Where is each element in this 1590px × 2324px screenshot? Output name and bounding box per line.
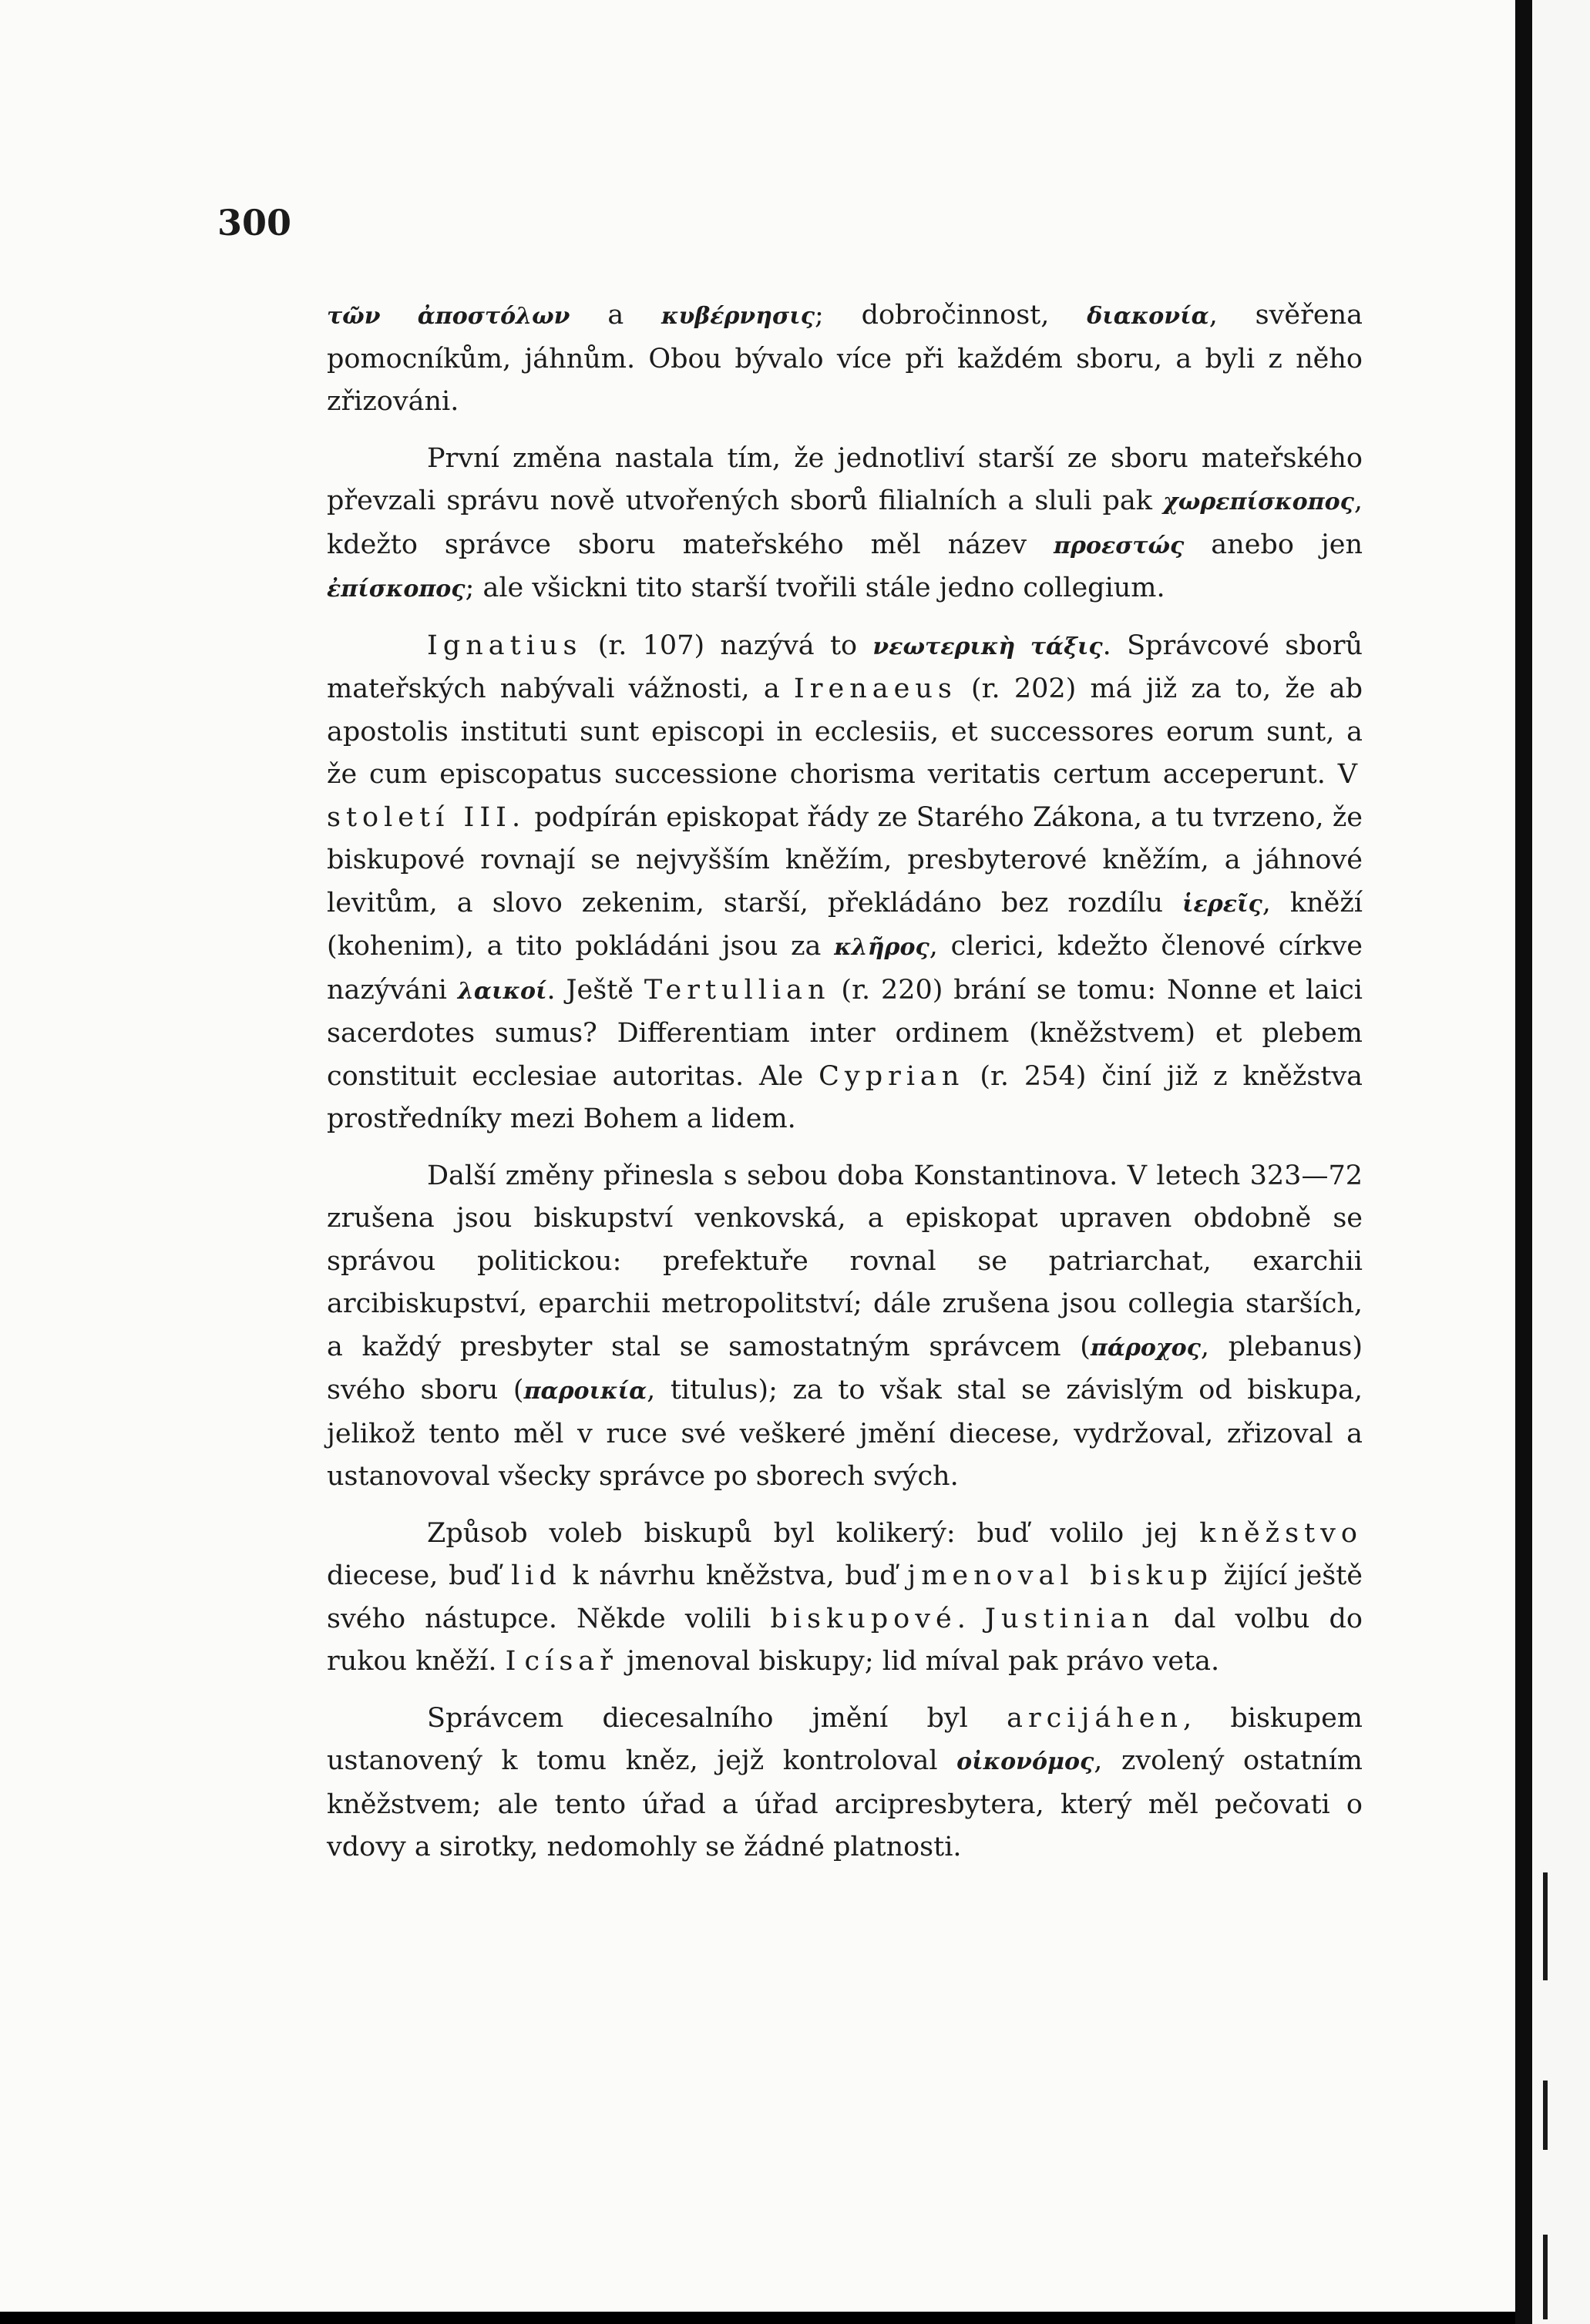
text-run: , kněží (kohenim), a tito pokládáni jsou za [327,887,1363,962]
greek-term: ἱερεῖς [1182,890,1262,918]
text-run: anebo jen [1184,529,1363,560]
paragraph [327,438,1363,611]
text-run: . Správcové sborů mateřských nabývali vážnosti, a [327,630,1363,704]
text-run: Další změny přinesla s sebou doba Konstantinova. V letech 323—72 zrušena jsou biskupství venkovská, a episkopat upraven obdobně se správou politickou: prefektuře rovnal se patriarchat, exarchii arcibiskupství, eparchii metropolitství; dále zrušena jsou collegia starších, a každý presbyter stal se samostatným správcem ( [327,1160,1363,1362]
edge-mark [1543,2081,1548,2150]
emphasized-name: Ignatius [427,630,583,661]
paragraph [327,1155,1363,1499]
text-run: dal volbu do rukou kněží. I [327,1603,1363,1677]
scan-edge-shadow [1515,0,1532,2324]
emphasized-name: Justinian [984,1603,1155,1634]
text-run: žijící ještě svého nástupce. Někde volili [327,1560,1363,1634]
emphasized-name: Irenaeus [793,673,957,704]
text-run: , biskupem ustanovený k tomu kněz, jejž kontroloval [327,1702,1363,1776]
greek-term: παροικία [523,1378,647,1405]
text-run: Způsob voleb biskupů byl kolikerý: buď volilo jej [427,1517,1200,1549]
text-run: . [956,1603,985,1634]
text-run: ; ale všickni tito starší tvořili stále jedno collegium. [465,573,1165,603]
greek-term: προεστώς [1054,532,1185,559]
emphasized-name: kněžstvo [1199,1517,1363,1549]
next-page-edge [1532,0,1590,2324]
emphasized-name: císař [524,1646,618,1677]
text-run: . Ještě [546,974,644,1006]
emphasized-name: jmenoval biskup [907,1560,1213,1591]
text-run: jmenoval biskupy; lid míval pak právo veta. [617,1646,1220,1677]
text-run: , zvolený ostatním kněžstvem; ale tento úřad a úřad arcipresbytera, který měl pečovati o vdovy a sirotky, nedomohly se žádné platnosti. [327,1745,1363,1862]
text-run: Správcem diecesalního jmění byl [427,1702,1007,1734]
text-run: a [570,300,662,331]
text-run: (r. 220) brání se tomu: Nonne et laici sacerdotes sumus? Differentiam inter ordinem (kněžstvem) et plebem constituit ecclesiae autoritas. Ale [327,974,1363,1092]
text-run: První změna nastala tím, že jednotliví starší ze sboru mateřského převzali správu nově utvořených sborů filialních a sluli pak [327,442,1363,516]
emphasized-name: arcijáhen [1007,1702,1183,1734]
text-run: (r. 254) činí již z kněžstva prostředníky mezi Bohem a lidem. [327,1060,1363,1134]
body-text [327,294,1363,1883]
text-run: , clerici, kdežto členové církve nazýváni [327,931,1363,1006]
edge-mark [1543,1872,1548,1980]
page-number: 300 [217,202,292,243]
paragraph [327,625,1363,1141]
greek-term: διακονία [1087,303,1209,330]
greek-term: νεωτερικὴ τάξις [872,633,1103,660]
text-run: k návrhu kněžstva, buď [561,1560,908,1591]
text-run: ; dobročinnost, [814,300,1087,331]
emphasized-name: Tertullian [644,974,831,1006]
emphasized-name: biskupové [770,1603,957,1634]
edge-mark [1543,2235,1548,2319]
text-run: (r. 107) nazývá to [582,630,873,661]
greek-term: οἰκονόμος [956,1748,1094,1775]
text-run: (r. 202) má již za to, že ab apostolis instituti sunt episcopi in ecclesiis, et successores eorum sunt, a že cum episcopatus successione chorisma veritatis certum acceperunt. [327,673,1363,790]
emphasized-name: V století III. [327,759,1363,833]
text-run: diecese, buď [327,1560,512,1591]
greek-term: τῶν ἀποστόλων [327,303,570,330]
emphasized-name: lid [511,1560,562,1591]
greek-term: χωρεπίσκοπος [1163,489,1354,516]
greek-term: λαικοί [457,977,547,1005]
paragraph [327,1513,1363,1684]
greek-term: ἐπίσκοπος [327,576,466,603]
paragraph [327,1698,1363,1869]
greek-term: πάροχος [1090,1334,1201,1362]
greek-term: κλῆρος [834,934,929,961]
text-run: podpírán episkopat řády ze Starého Zákona, a tu tvrzeno, že biskupové rovnají se nejvyšším kněžím, presbyterové kněžím, a jáhnové levitům, a slovo zekenim, starší, překládáno bez rozdílu [327,801,1363,919]
text-run: , plebanus) svého sboru ( [327,1331,1363,1405]
greek-term: κυβέρνησις [661,303,815,330]
text-run: , kdežto správce sboru mateřského měl název [327,485,1363,560]
text-run: , svěřena pomocníkům, jáhnům. Obou bývalo více při každém sboru, a byli z něho zřizováni. [327,300,1363,417]
text-run: , titulus); za to však stal se závislým od biskupa, jelikož tento měl v ruce své veškeré jmění diecese, vydržoval, zřizoval a ustanovoval všecky správce po sborech svých. [327,1375,1363,1492]
emphasized-name: Cyprian [819,1060,965,1092]
paragraph [327,294,1363,424]
